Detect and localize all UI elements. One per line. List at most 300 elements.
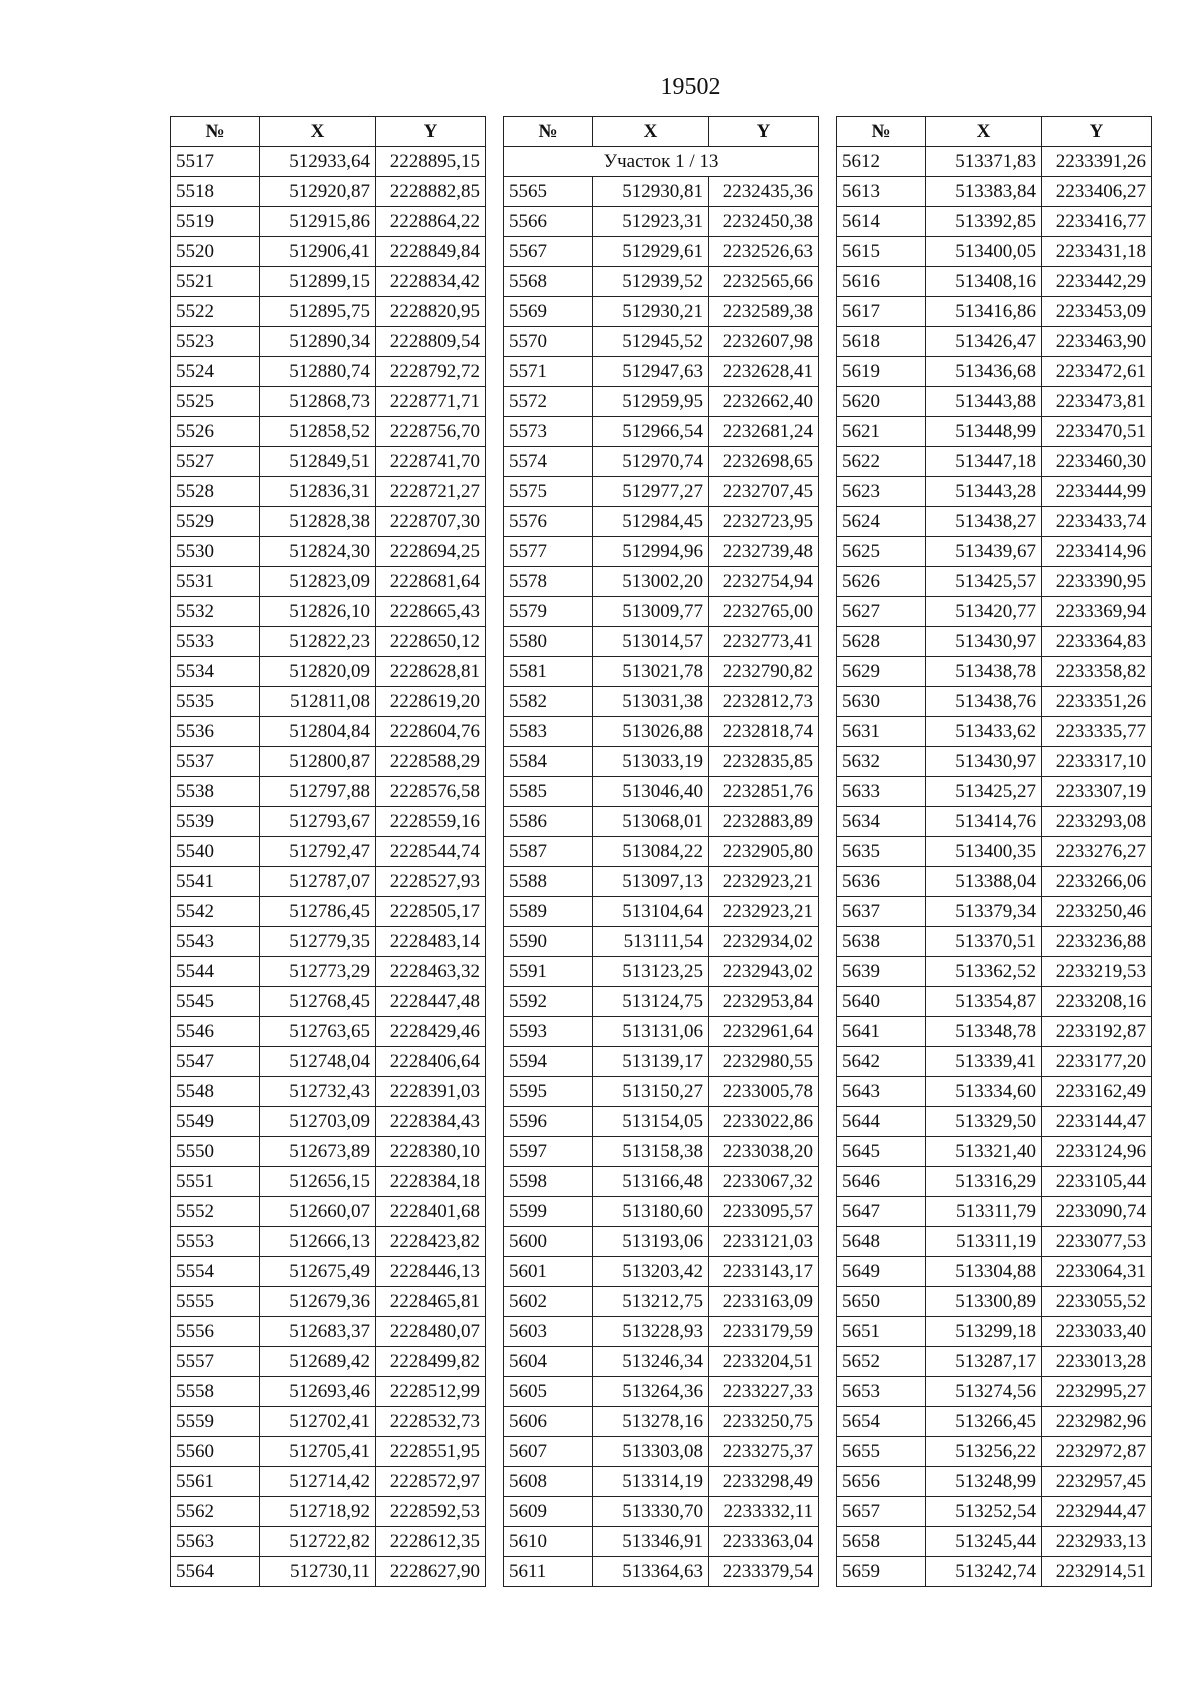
point-number-cell: 5524 <box>171 357 260 387</box>
table-row <box>837 1077 1152 1107</box>
table-row <box>504 657 819 687</box>
point-number-cell: 5529 <box>171 507 260 537</box>
x-coordinate-cell: 513443,28 <box>926 477 1042 507</box>
point-number-cell: 5591 <box>504 957 593 987</box>
table-row <box>837 777 1152 807</box>
y-coordinate-cell: 2233275,37 <box>709 1437 819 1467</box>
y-coordinate-cell: 2232662,40 <box>709 387 819 417</box>
table-row <box>171 357 486 387</box>
point-number-cell: 5651 <box>837 1317 926 1347</box>
x-coordinate-cell: 513447,18 <box>926 447 1042 477</box>
point-number-cell: 5614 <box>837 207 926 237</box>
header-row <box>837 117 1152 147</box>
section-label: Участок 1 / 13 <box>504 147 819 177</box>
y-coordinate-cell: 2233379,54 <box>709 1557 819 1587</box>
table-row <box>171 1107 486 1137</box>
table-row <box>837 1467 1152 1497</box>
x-coordinate-cell: 513212,75 <box>593 1287 709 1317</box>
point-number-cell: 5549 <box>171 1107 260 1137</box>
x-coordinate-cell: 513246,34 <box>593 1347 709 1377</box>
point-number-cell: 5545 <box>171 987 260 1017</box>
y-coordinate-cell: 2233022,86 <box>709 1107 819 1137</box>
point-number-cell: 5538 <box>171 777 260 807</box>
x-coordinate-cell: 512823,09 <box>260 567 376 597</box>
table-row <box>837 477 1152 507</box>
x-coordinate-cell: 513414,76 <box>926 807 1042 837</box>
point-number-cell: 5623 <box>837 477 926 507</box>
y-coordinate-cell: 2228544,74 <box>376 837 486 867</box>
y-coordinate-cell: 2228864,22 <box>376 207 486 237</box>
table-row <box>837 567 1152 597</box>
table-row <box>837 597 1152 627</box>
x-coordinate-cell: 513304,88 <box>926 1257 1042 1287</box>
point-number-cell: 5533 <box>171 627 260 657</box>
y-coordinate-cell: 2233433,74 <box>1042 507 1152 537</box>
y-coordinate-cell: 2228429,46 <box>376 1017 486 1047</box>
x-coordinate-cell: 513287,17 <box>926 1347 1042 1377</box>
y-coordinate-cell: 2228741,70 <box>376 447 486 477</box>
y-coordinate-cell: 2228483,14 <box>376 927 486 957</box>
x-coordinate-cell: 513299,18 <box>926 1317 1042 1347</box>
table-row <box>837 1497 1152 1527</box>
x-coordinate-cell: 513400,05 <box>926 237 1042 267</box>
table-row <box>171 987 486 1017</box>
point-number-cell: 5535 <box>171 687 260 717</box>
point-number-cell: 5659 <box>837 1557 926 1587</box>
y-coordinate-cell: 2232435,36 <box>709 177 819 207</box>
point-number-cell: 5652 <box>837 1347 926 1377</box>
table-row <box>504 267 819 297</box>
x-coordinate-cell: 513433,62 <box>926 717 1042 747</box>
point-number-cell: 5558 <box>171 1377 260 1407</box>
point-number-cell: 5604 <box>504 1347 593 1377</box>
coordinates-table-1 <box>170 116 486 1587</box>
y-coordinate-cell: 2232934,02 <box>709 927 819 957</box>
point-number-cell: 5624 <box>837 507 926 537</box>
x-coordinate-cell: 513400,35 <box>926 837 1042 867</box>
point-number-cell: 5544 <box>171 957 260 987</box>
header-x: X <box>926 117 1042 147</box>
x-coordinate-cell: 512666,13 <box>260 1227 376 1257</box>
y-coordinate-cell: 2232565,66 <box>709 267 819 297</box>
table-row <box>171 1227 486 1257</box>
point-number-cell: 5542 <box>171 897 260 927</box>
header-num: № <box>837 117 926 147</box>
x-coordinate-cell: 512779,35 <box>260 927 376 957</box>
y-coordinate-cell: 2233335,77 <box>1042 717 1152 747</box>
y-coordinate-cell: 2232765,00 <box>709 597 819 627</box>
y-coordinate-cell: 2233204,51 <box>709 1347 819 1377</box>
point-number-cell: 5625 <box>837 537 926 567</box>
y-coordinate-cell: 2233460,30 <box>1042 447 1152 477</box>
point-number-cell: 5626 <box>837 567 926 597</box>
y-coordinate-cell: 2232923,21 <box>709 867 819 897</box>
point-number-cell: 5586 <box>504 807 593 837</box>
table-row <box>504 1107 819 1137</box>
point-number-cell: 5615 <box>837 237 926 267</box>
table-row <box>837 807 1152 837</box>
x-coordinate-cell: 512930,81 <box>593 177 709 207</box>
y-coordinate-cell: 2232944,47 <box>1042 1497 1152 1527</box>
point-number-cell: 5554 <box>171 1257 260 1287</box>
point-number-cell: 5658 <box>837 1527 926 1557</box>
y-coordinate-cell: 2228380,10 <box>376 1137 486 1167</box>
x-coordinate-cell: 513097,13 <box>593 867 709 897</box>
y-coordinate-cell: 2232812,73 <box>709 687 819 717</box>
table-row <box>837 1137 1152 1167</box>
y-coordinate-cell: 2233144,47 <box>1042 1107 1152 1137</box>
point-number-cell: 5562 <box>171 1497 260 1527</box>
table-row <box>837 837 1152 867</box>
x-coordinate-cell: 512748,04 <box>260 1047 376 1077</box>
x-coordinate-cell: 513379,34 <box>926 897 1042 927</box>
table-row <box>837 1527 1152 1557</box>
table-row <box>504 1317 819 1347</box>
x-coordinate-cell: 513203,42 <box>593 1257 709 1287</box>
table-row <box>171 567 486 597</box>
y-coordinate-cell: 2228721,27 <box>376 477 486 507</box>
y-coordinate-cell: 2228384,43 <box>376 1107 486 1137</box>
x-coordinate-cell: 513438,76 <box>926 687 1042 717</box>
x-coordinate-cell: 513408,16 <box>926 267 1042 297</box>
x-coordinate-cell: 512977,27 <box>593 477 709 507</box>
table-row <box>504 867 819 897</box>
y-coordinate-cell: 2228499,82 <box>376 1347 486 1377</box>
y-coordinate-cell: 2232818,74 <box>709 717 819 747</box>
table-row <box>504 1287 819 1317</box>
table-row <box>504 1227 819 1257</box>
point-number-cell: 5650 <box>837 1287 926 1317</box>
x-coordinate-cell: 513316,29 <box>926 1167 1042 1197</box>
point-number-cell: 5537 <box>171 747 260 777</box>
x-coordinate-cell: 512880,74 <box>260 357 376 387</box>
point-number-cell: 5645 <box>837 1137 926 1167</box>
y-coordinate-cell: 2228849,84 <box>376 237 486 267</box>
point-number-cell: 5646 <box>837 1167 926 1197</box>
table-row <box>837 927 1152 957</box>
y-coordinate-cell: 2233351,26 <box>1042 687 1152 717</box>
x-coordinate-cell: 513438,27 <box>926 507 1042 537</box>
x-coordinate-cell: 512826,10 <box>260 597 376 627</box>
header-num: № <box>171 117 260 147</box>
table-row <box>837 1167 1152 1197</box>
table-row <box>837 297 1152 327</box>
x-coordinate-cell: 513252,54 <box>926 1497 1042 1527</box>
y-coordinate-cell: 2232982,96 <box>1042 1407 1152 1437</box>
table-row <box>171 1557 486 1587</box>
y-coordinate-cell: 2228588,29 <box>376 747 486 777</box>
point-number-cell: 5534 <box>171 657 260 687</box>
point-number-cell: 5612 <box>837 147 926 177</box>
table-row <box>171 507 486 537</box>
x-coordinate-cell: 512966,54 <box>593 417 709 447</box>
y-coordinate-cell: 2228612,35 <box>376 1527 486 1557</box>
table-row <box>504 1047 819 1077</box>
y-coordinate-cell: 2233219,53 <box>1042 957 1152 987</box>
x-coordinate-cell: 513158,38 <box>593 1137 709 1167</box>
x-coordinate-cell: 513334,60 <box>926 1077 1042 1107</box>
point-number-cell: 5597 <box>504 1137 593 1167</box>
x-coordinate-cell: 513193,06 <box>593 1227 709 1257</box>
point-number-cell: 5541 <box>171 867 260 897</box>
x-coordinate-cell: 513031,38 <box>593 687 709 717</box>
y-coordinate-cell: 2233293,08 <box>1042 807 1152 837</box>
table-row <box>504 1347 819 1377</box>
table-row <box>504 177 819 207</box>
y-coordinate-cell: 2228446,13 <box>376 1257 486 1287</box>
coordinates-table-2 <box>503 116 819 1587</box>
table-row <box>171 897 486 927</box>
table-row <box>837 867 1152 897</box>
point-number-cell: 5601 <box>504 1257 593 1287</box>
header-x: X <box>593 117 709 147</box>
table-row <box>171 597 486 627</box>
point-number-cell: 5657 <box>837 1497 926 1527</box>
x-coordinate-cell: 512828,38 <box>260 507 376 537</box>
table-row <box>504 1257 819 1287</box>
point-number-cell: 5640 <box>837 987 926 1017</box>
x-coordinate-cell: 512858,52 <box>260 417 376 447</box>
point-number-cell: 5568 <box>504 267 593 297</box>
x-coordinate-cell: 512945,52 <box>593 327 709 357</box>
point-number-cell: 5619 <box>837 357 926 387</box>
table-row <box>837 447 1152 477</box>
x-coordinate-cell: 512930,21 <box>593 297 709 327</box>
x-coordinate-cell: 512763,65 <box>260 1017 376 1047</box>
point-number-cell: 5653 <box>837 1377 926 1407</box>
table-row <box>504 537 819 567</box>
x-coordinate-cell: 512804,84 <box>260 717 376 747</box>
table-row <box>504 507 819 537</box>
y-coordinate-cell: 2228592,53 <box>376 1497 486 1527</box>
x-coordinate-cell: 513014,57 <box>593 627 709 657</box>
y-coordinate-cell: 2228463,32 <box>376 957 486 987</box>
point-number-cell: 5608 <box>504 1467 593 1497</box>
y-coordinate-cell: 2228423,82 <box>376 1227 486 1257</box>
table-row <box>504 1017 819 1047</box>
table-row <box>504 777 819 807</box>
y-coordinate-cell: 2233472,61 <box>1042 357 1152 387</box>
point-number-cell: 5622 <box>837 447 926 477</box>
point-number-cell: 5628 <box>837 627 926 657</box>
point-number-cell: 5531 <box>171 567 260 597</box>
header-row <box>504 117 819 147</box>
x-coordinate-cell: 513348,78 <box>926 1017 1042 1047</box>
point-number-cell: 5648 <box>837 1227 926 1257</box>
y-coordinate-cell: 2233055,52 <box>1042 1287 1152 1317</box>
x-coordinate-cell: 513278,16 <box>593 1407 709 1437</box>
x-coordinate-cell: 513256,22 <box>926 1437 1042 1467</box>
table-row <box>171 267 486 297</box>
y-coordinate-cell: 2233463,90 <box>1042 327 1152 357</box>
point-number-cell: 5607 <box>504 1437 593 1467</box>
y-coordinate-cell: 2233317,10 <box>1042 747 1152 777</box>
table-row <box>171 1047 486 1077</box>
y-coordinate-cell: 2228576,58 <box>376 777 486 807</box>
y-coordinate-cell: 2232835,85 <box>709 747 819 777</box>
y-coordinate-cell: 2228619,20 <box>376 687 486 717</box>
y-coordinate-cell: 2233453,09 <box>1042 297 1152 327</box>
point-number-cell: 5589 <box>504 897 593 927</box>
x-coordinate-cell: 512793,67 <box>260 807 376 837</box>
y-coordinate-cell: 2233369,94 <box>1042 597 1152 627</box>
x-coordinate-cell: 513274,56 <box>926 1377 1042 1407</box>
x-coordinate-cell: 513242,74 <box>926 1557 1042 1587</box>
page-number: 19502 <box>660 74 721 100</box>
point-number-cell: 5630 <box>837 687 926 717</box>
y-coordinate-cell: 2232607,98 <box>709 327 819 357</box>
y-coordinate-cell: 2233414,96 <box>1042 537 1152 567</box>
point-number-cell: 5637 <box>837 897 926 927</box>
point-number-cell: 5655 <box>837 1437 926 1467</box>
point-number-cell: 5550 <box>171 1137 260 1167</box>
point-number-cell: 5532 <box>171 597 260 627</box>
x-coordinate-cell: 513329,50 <box>926 1107 1042 1137</box>
table-row <box>837 627 1152 657</box>
y-coordinate-cell: 2233067,32 <box>709 1167 819 1197</box>
table-row <box>171 1017 486 1047</box>
x-coordinate-cell: 512970,74 <box>593 447 709 477</box>
x-coordinate-cell: 512689,42 <box>260 1347 376 1377</box>
x-coordinate-cell: 513150,27 <box>593 1077 709 1107</box>
point-number-cell: 5654 <box>837 1407 926 1437</box>
table-row <box>171 627 486 657</box>
y-coordinate-cell: 2232790,82 <box>709 657 819 687</box>
table-row <box>171 1287 486 1317</box>
table-row <box>504 297 819 327</box>
y-coordinate-cell: 2233276,27 <box>1042 837 1152 867</box>
x-coordinate-cell: 513311,79 <box>926 1197 1042 1227</box>
header-row <box>171 117 486 147</box>
y-coordinate-cell: 2232957,45 <box>1042 1467 1152 1497</box>
point-number-cell: 5571 <box>504 357 593 387</box>
x-coordinate-cell: 513425,27 <box>926 777 1042 807</box>
point-number-cell: 5635 <box>837 837 926 867</box>
x-coordinate-cell: 512718,92 <box>260 1497 376 1527</box>
table-row <box>504 1557 819 1587</box>
x-coordinate-cell: 513416,86 <box>926 297 1042 327</box>
table-row <box>837 987 1152 1017</box>
x-coordinate-cell: 513392,85 <box>926 207 1042 237</box>
point-number-cell: 5582 <box>504 687 593 717</box>
y-coordinate-cell: 2232739,48 <box>709 537 819 567</box>
table-row <box>504 1167 819 1197</box>
table-row <box>504 1437 819 1467</box>
point-number-cell: 5588 <box>504 867 593 897</box>
x-coordinate-cell: 512933,64 <box>260 147 376 177</box>
x-coordinate-cell: 512660,07 <box>260 1197 376 1227</box>
point-number-cell: 5656 <box>837 1467 926 1497</box>
x-coordinate-cell: 512920,87 <box>260 177 376 207</box>
x-coordinate-cell: 513131,06 <box>593 1017 709 1047</box>
table-row <box>504 1197 819 1227</box>
y-coordinate-cell: 2232526,63 <box>709 237 819 267</box>
point-number-cell: 5578 <box>504 567 593 597</box>
x-coordinate-cell: 513154,05 <box>593 1107 709 1137</box>
point-number-cell: 5644 <box>837 1107 926 1137</box>
y-coordinate-cell: 2228694,25 <box>376 537 486 567</box>
y-coordinate-cell: 2232723,95 <box>709 507 819 537</box>
x-coordinate-cell: 513330,70 <box>593 1497 709 1527</box>
table-row <box>171 717 486 747</box>
point-number-cell: 5547 <box>171 1047 260 1077</box>
table-row <box>837 1107 1152 1137</box>
table-row <box>837 327 1152 357</box>
table-row <box>837 1317 1152 1347</box>
y-coordinate-cell: 2232961,64 <box>709 1017 819 1047</box>
table-body <box>171 147 486 1587</box>
table-row <box>837 1257 1152 1287</box>
table-row <box>837 957 1152 987</box>
point-number-cell: 5598 <box>504 1167 593 1197</box>
table-row <box>837 1047 1152 1077</box>
x-coordinate-cell: 512800,87 <box>260 747 376 777</box>
table-row <box>504 387 819 417</box>
y-coordinate-cell: 2232905,80 <box>709 837 819 867</box>
table-row <box>504 597 819 627</box>
table-row <box>837 687 1152 717</box>
y-coordinate-cell: 2233391,26 <box>1042 147 1152 177</box>
x-coordinate-cell: 513388,04 <box>926 867 1042 897</box>
x-coordinate-cell: 512732,43 <box>260 1077 376 1107</box>
point-number-cell: 5574 <box>504 447 593 477</box>
x-coordinate-cell: 513009,77 <box>593 597 709 627</box>
table-row <box>171 147 486 177</box>
x-coordinate-cell: 513139,17 <box>593 1047 709 1077</box>
x-coordinate-cell: 512673,89 <box>260 1137 376 1167</box>
y-coordinate-cell: 2233005,78 <box>709 1077 819 1107</box>
table-row <box>504 1377 819 1407</box>
x-coordinate-cell: 513430,97 <box>926 747 1042 777</box>
header-y: Y <box>709 117 819 147</box>
table-row <box>504 1077 819 1107</box>
x-coordinate-cell: 513339,41 <box>926 1047 1042 1077</box>
x-coordinate-cell: 512679,36 <box>260 1287 376 1317</box>
y-coordinate-cell: 2232914,51 <box>1042 1557 1152 1587</box>
point-number-cell: 5641 <box>837 1017 926 1047</box>
point-number-cell: 5632 <box>837 747 926 777</box>
point-number-cell: 5565 <box>504 177 593 207</box>
x-coordinate-cell: 512811,08 <box>260 687 376 717</box>
y-coordinate-cell: 2233192,87 <box>1042 1017 1152 1047</box>
header-num: № <box>504 117 593 147</box>
point-number-cell: 5616 <box>837 267 926 297</box>
x-coordinate-cell: 513311,19 <box>926 1227 1042 1257</box>
table-row <box>171 237 486 267</box>
point-number-cell: 5522 <box>171 297 260 327</box>
point-number-cell: 5599 <box>504 1197 593 1227</box>
table-row <box>837 357 1152 387</box>
x-coordinate-cell: 513383,84 <box>926 177 1042 207</box>
x-coordinate-cell: 513002,20 <box>593 567 709 597</box>
point-number-cell: 5587 <box>504 837 593 867</box>
point-number-cell: 5579 <box>504 597 593 627</box>
point-number-cell: 5520 <box>171 237 260 267</box>
point-number-cell: 5527 <box>171 447 260 477</box>
x-coordinate-cell: 512959,95 <box>593 387 709 417</box>
x-coordinate-cell: 512868,73 <box>260 387 376 417</box>
table-row <box>504 1137 819 1167</box>
y-coordinate-cell: 2228834,42 <box>376 267 486 297</box>
x-coordinate-cell: 512849,51 <box>260 447 376 477</box>
point-number-cell: 5577 <box>504 537 593 567</box>
table-row <box>504 237 819 267</box>
point-number-cell: 5546 <box>171 1017 260 1047</box>
y-coordinate-cell: 2232450,38 <box>709 207 819 237</box>
table-row <box>171 747 486 777</box>
point-number-cell: 5627 <box>837 597 926 627</box>
point-number-cell: 5639 <box>837 957 926 987</box>
